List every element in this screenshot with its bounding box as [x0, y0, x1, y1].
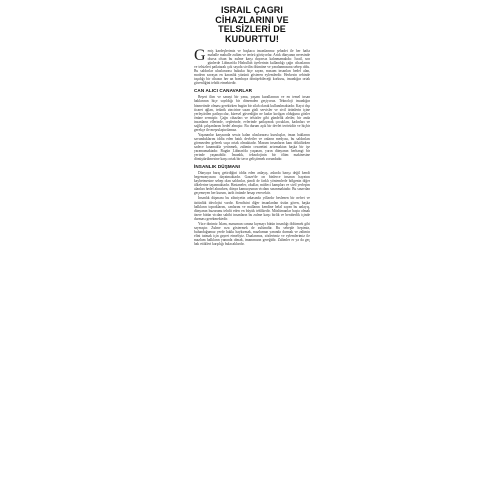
section-title: İNSANLIK DÜŞMANI — [194, 164, 241, 170]
headline-line: İSRAİL ÇAĞRI — [220, 6, 284, 15]
headline-line: TELSİZLERİ DE — [218, 24, 286, 34]
article-column — [194, 6, 310, 494]
article-body — [194, 49, 310, 246]
lead-paragraph — [194, 49, 310, 85]
headline-line: CİHAZLARINI VE — [215, 14, 289, 25]
section-title: CAN ALICI CANAVARLAR — [194, 88, 253, 94]
body-paragraph: İnsanlık düşmanı bu zihniyetin arkasında yıllardır beslenen bir nefret ve üstünlük ideolojisi vardır. Kendisini diğer insanlardan üstün gören, başka halkların topraklarını, canlarını ve mallarını kendine helal sayan bu anlayış, dünyanın huzurunu tehdit eden en büyük tehlikedir. Müslümanlar başta olmak üzere bütün vicdan sahibi insanların bu zulme karşı birlik ve beraberlik içinde durması gerekmektedir. — [194, 196, 310, 221]
headline-line: KUDURTTU! — [225, 33, 279, 44]
body-paragraph: Yaşananlar karşısında sessiz kalan uluslararası kuruluşlar, insan haklarını savunduklarını iddia eden batılı devletler ve onların medyası, bu saldırıları görmezden gelerek suça ortak olmaktadır. Masum insanların kanı dökülürken sadece kınamakla yetinmek, zalimin cesaretini artırmaktan başka bir işe yaramamaktadır. Bugün Lübnan'da yaşanan, yarın dünyanın herhangi bir yerinde yaşanabilir. İnsanlık, teknolojinin bir ölüm makinesine dönüştürülmesine karşı ortak bir tavır geliştirmek zorundadır. — [194, 132, 310, 162]
body-paragraph: Beşeri ilim ve sanayi bir yana, yaşam kurallarının ve en temel insan haklarının hiçe sayıldığı bir dönemden geçiyoruz. Teknoloji insanlığın hizmetinde olması gerekirken bugün bir silah olarak kullanılmaktadır. Kayıt dışı ticaret ağları, tedarik zincirine sızan gizli servisler ve sivil ürünlerin içine yerleştirilen patlayıcılar, küresel güvenliğin ne kadar kırılgan olduğunu gözler önüne sermiştir. Çağrı cihazları ve telsizler gibi gündelik aletler, bir anda insanların ellerinde, ceplerinde, evlerinde patlayarak çocukları, kadınları ve sağlık çalışanlarını hedef almıştır. Bu durum açık bir devlet terörüdür ve hiçbir gerekçe ile meşrulaştırılamaz. — [194, 95, 310, 132]
body-paragraph: Dünyaya barış getirdiğini iddia eden anlayış, aslında barışı değil kendi hegemonyasını dayatmaktadır. Gazze'de on binlerce insanın hayatını kaybetmesine sebep olan saldırılar, şimdi de farklı yöntemlerle bölgenin diğer ülkelerine taşınmaktadır. Hastaneler, okullar, mülteci kampları ve sivil yerleşim alanları hedef alınırken, dünya kamuoyunun vicdanı sınanmaktadır. Bu sınavdan geçemeyen her kurum, tarih önünde hesap verecektir. — [194, 171, 310, 196]
article-headline — [194, 6, 310, 44]
drop-cap: G — [194, 47, 206, 64]
lead-text: eniş kardeşlerimiz ve başkaca insanlarımız şehadet ile her hafta mahalle mahalle zulüm ve terörü görüyorlar. Artık dünyanın neresinde olursa olsun bu zulme karşı duyarsız kalınmamalıdır. İsrail, son günlerde Lübnan'da Hizbullah üyelerinin kullandığı çağrı cihazlarını ve telsizleri patlatarak çok sayıda sivilin ölümüne ve yaralanmasına sebep oldu. Bu saldırılar uluslararası hukuku hiçe sayan, masum insanları hedef alan, modern savaşın en karanlık yüzünü gösteren eylemlerdir. Herkesin cebinde taşıdığı bir cihazın her an bombaya dönüşebileceği korkusu, insanlığın ortak güvenliğini tehdit etmektedir. — [194, 49, 310, 86]
body-paragraph: Yüce dinimiz İslam, masumun canına kıymayı bütün insanlığı öldürmek gibi saymıştır. Zulme rıza göstermek de zulümdür. Bu sebeple hepimiz, bulunduğumuz yerde hakkı haykırmak, mazlumun yanında durmak ve zalimin elini tutmak için gayret etmeliyiz. Dualarımız, sözlerimiz ve eylemlerimiz ile mazlum halkların yanında olmak, imanımızın gereğidir. Zalimler er ya da geç hak ettikleri karşılığı bulacaklardır. — [194, 221, 310, 246]
